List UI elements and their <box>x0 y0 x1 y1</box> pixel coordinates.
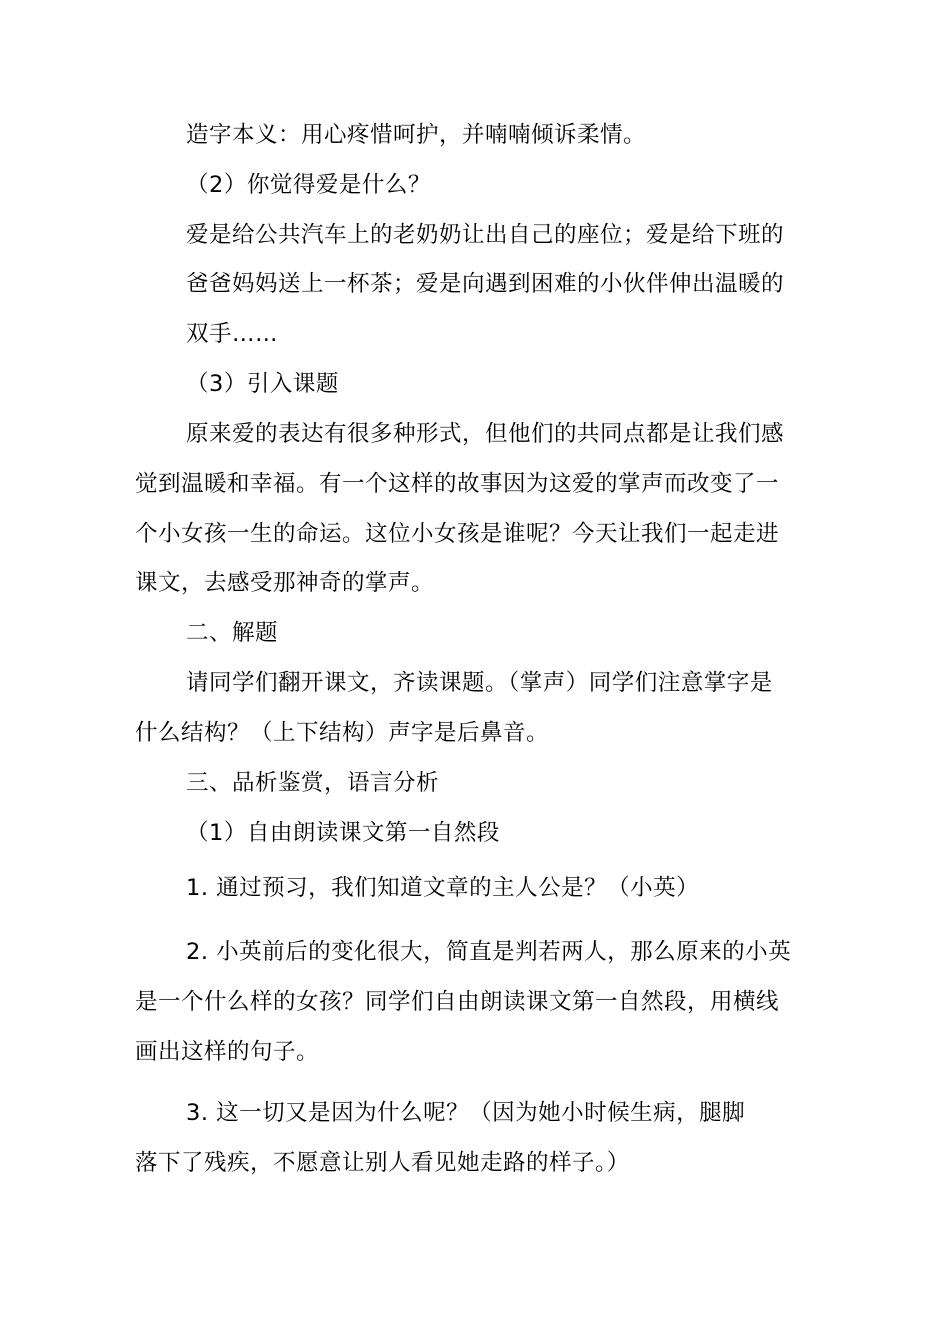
text-line-intro-1: 原来爱的表达有很多种形式，但他们的共同点都是让我们感 <box>186 421 785 447</box>
text-line-intro-3: 个小女孩一生的命运。这位小女孩是谁呢？今天让我们一起走进 <box>135 521 780 547</box>
text-line-character-meaning: 造字本义：用心疼惜呵护，并喃喃倾诉柔情。 <box>186 122 647 148</box>
text-line-question-2: （2）你觉得爱是什么？ <box>186 172 431 198</box>
text-line-subheading-1: （1）自由朗读课文第一自然段 <box>186 820 500 846</box>
text-line-title-1: 请同学们翻开课文，齐读课题。（掌声）同学们注意掌字是 <box>186 670 773 696</box>
text-line-intro-4: 课文，去感受那神奇的掌声。 <box>135 570 435 596</box>
text-line-answer-1: 爱是给公共汽车上的老奶奶让出自己的座位；爱是给下班的 <box>186 222 785 248</box>
text-line-heading-3: （3）引入课题 <box>186 371 339 397</box>
text-line-answer-2: 爸爸妈妈送上一杯茶；爱是向遇到困难的小伙伴伸出温暖的 <box>186 271 785 297</box>
text-line-title-2: 什么结构？（上下结构）声字是后鼻音。 <box>135 720 550 746</box>
text-line-item-2c: 画出这样的句子。 <box>135 1039 320 1065</box>
section-heading-3: 三、品析鉴赏，语言分析 <box>186 770 440 796</box>
text-line-answer-3: 双手…… <box>186 321 279 347</box>
text-line-item-3b: 落下了残疾，不愿意让别人看见她走路的样子。） <box>135 1150 630 1176</box>
section-heading-2: 二、解题 <box>186 620 279 646</box>
text-line-intro-2: 觉到温暖和幸福。有一个这样的故事因为这爱的掌声而改变了一 <box>135 471 780 497</box>
text-line-item-1: 1. 通过预习，我们知道文章的主人公是？（小英） <box>186 875 700 901</box>
text-line-item-2b: 是一个什么样的女孩？同学们自由朗读课文第一自然段，用横线 <box>135 989 780 1015</box>
text-line-item-2a: 2. 小英前后的变化很大，简直是判若两人，那么原来的小英 <box>186 939 792 965</box>
text-line-item-3a: 3. 这一切又是因为什么呢？（因为她小时候生病，腿脚 <box>186 1100 746 1126</box>
